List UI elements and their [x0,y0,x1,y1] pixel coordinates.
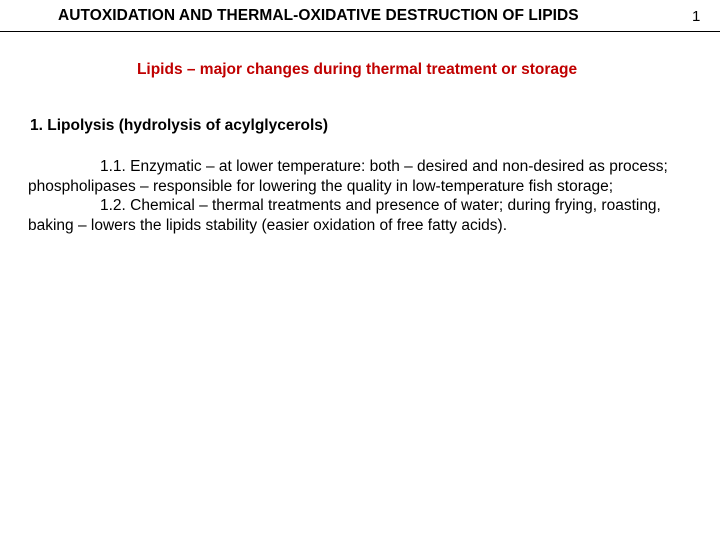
header-divider [0,31,720,32]
page-number: 1 [692,8,701,25]
section-heading: 1. Lipolysis (hydrolysis of acylglycerols) [30,117,329,134]
slide-header [0,0,720,32]
section-body [28,157,692,235]
slide-subtitle: Lipids – major changes during thermal treatment or storage [136,61,578,78]
paragraph-chemical: 1.2. Chemical – thermal treatments and presence of water; during frying, roasting, baking – lowers the lipids stability (easier oxidation of free fatty acids). [28,197,661,234]
slide-title: AUTOXIDATION AND THERMAL-OXIDATIVE DESTRUCTION OF LIPIDS [58,7,579,24]
paragraph-enzymatic: 1.1. Enzymatic – at lower temperature: both – desired and non-desired as process; phospholipases – responsible for lowering the quality in low-temperature fish storage; [28,158,668,195]
